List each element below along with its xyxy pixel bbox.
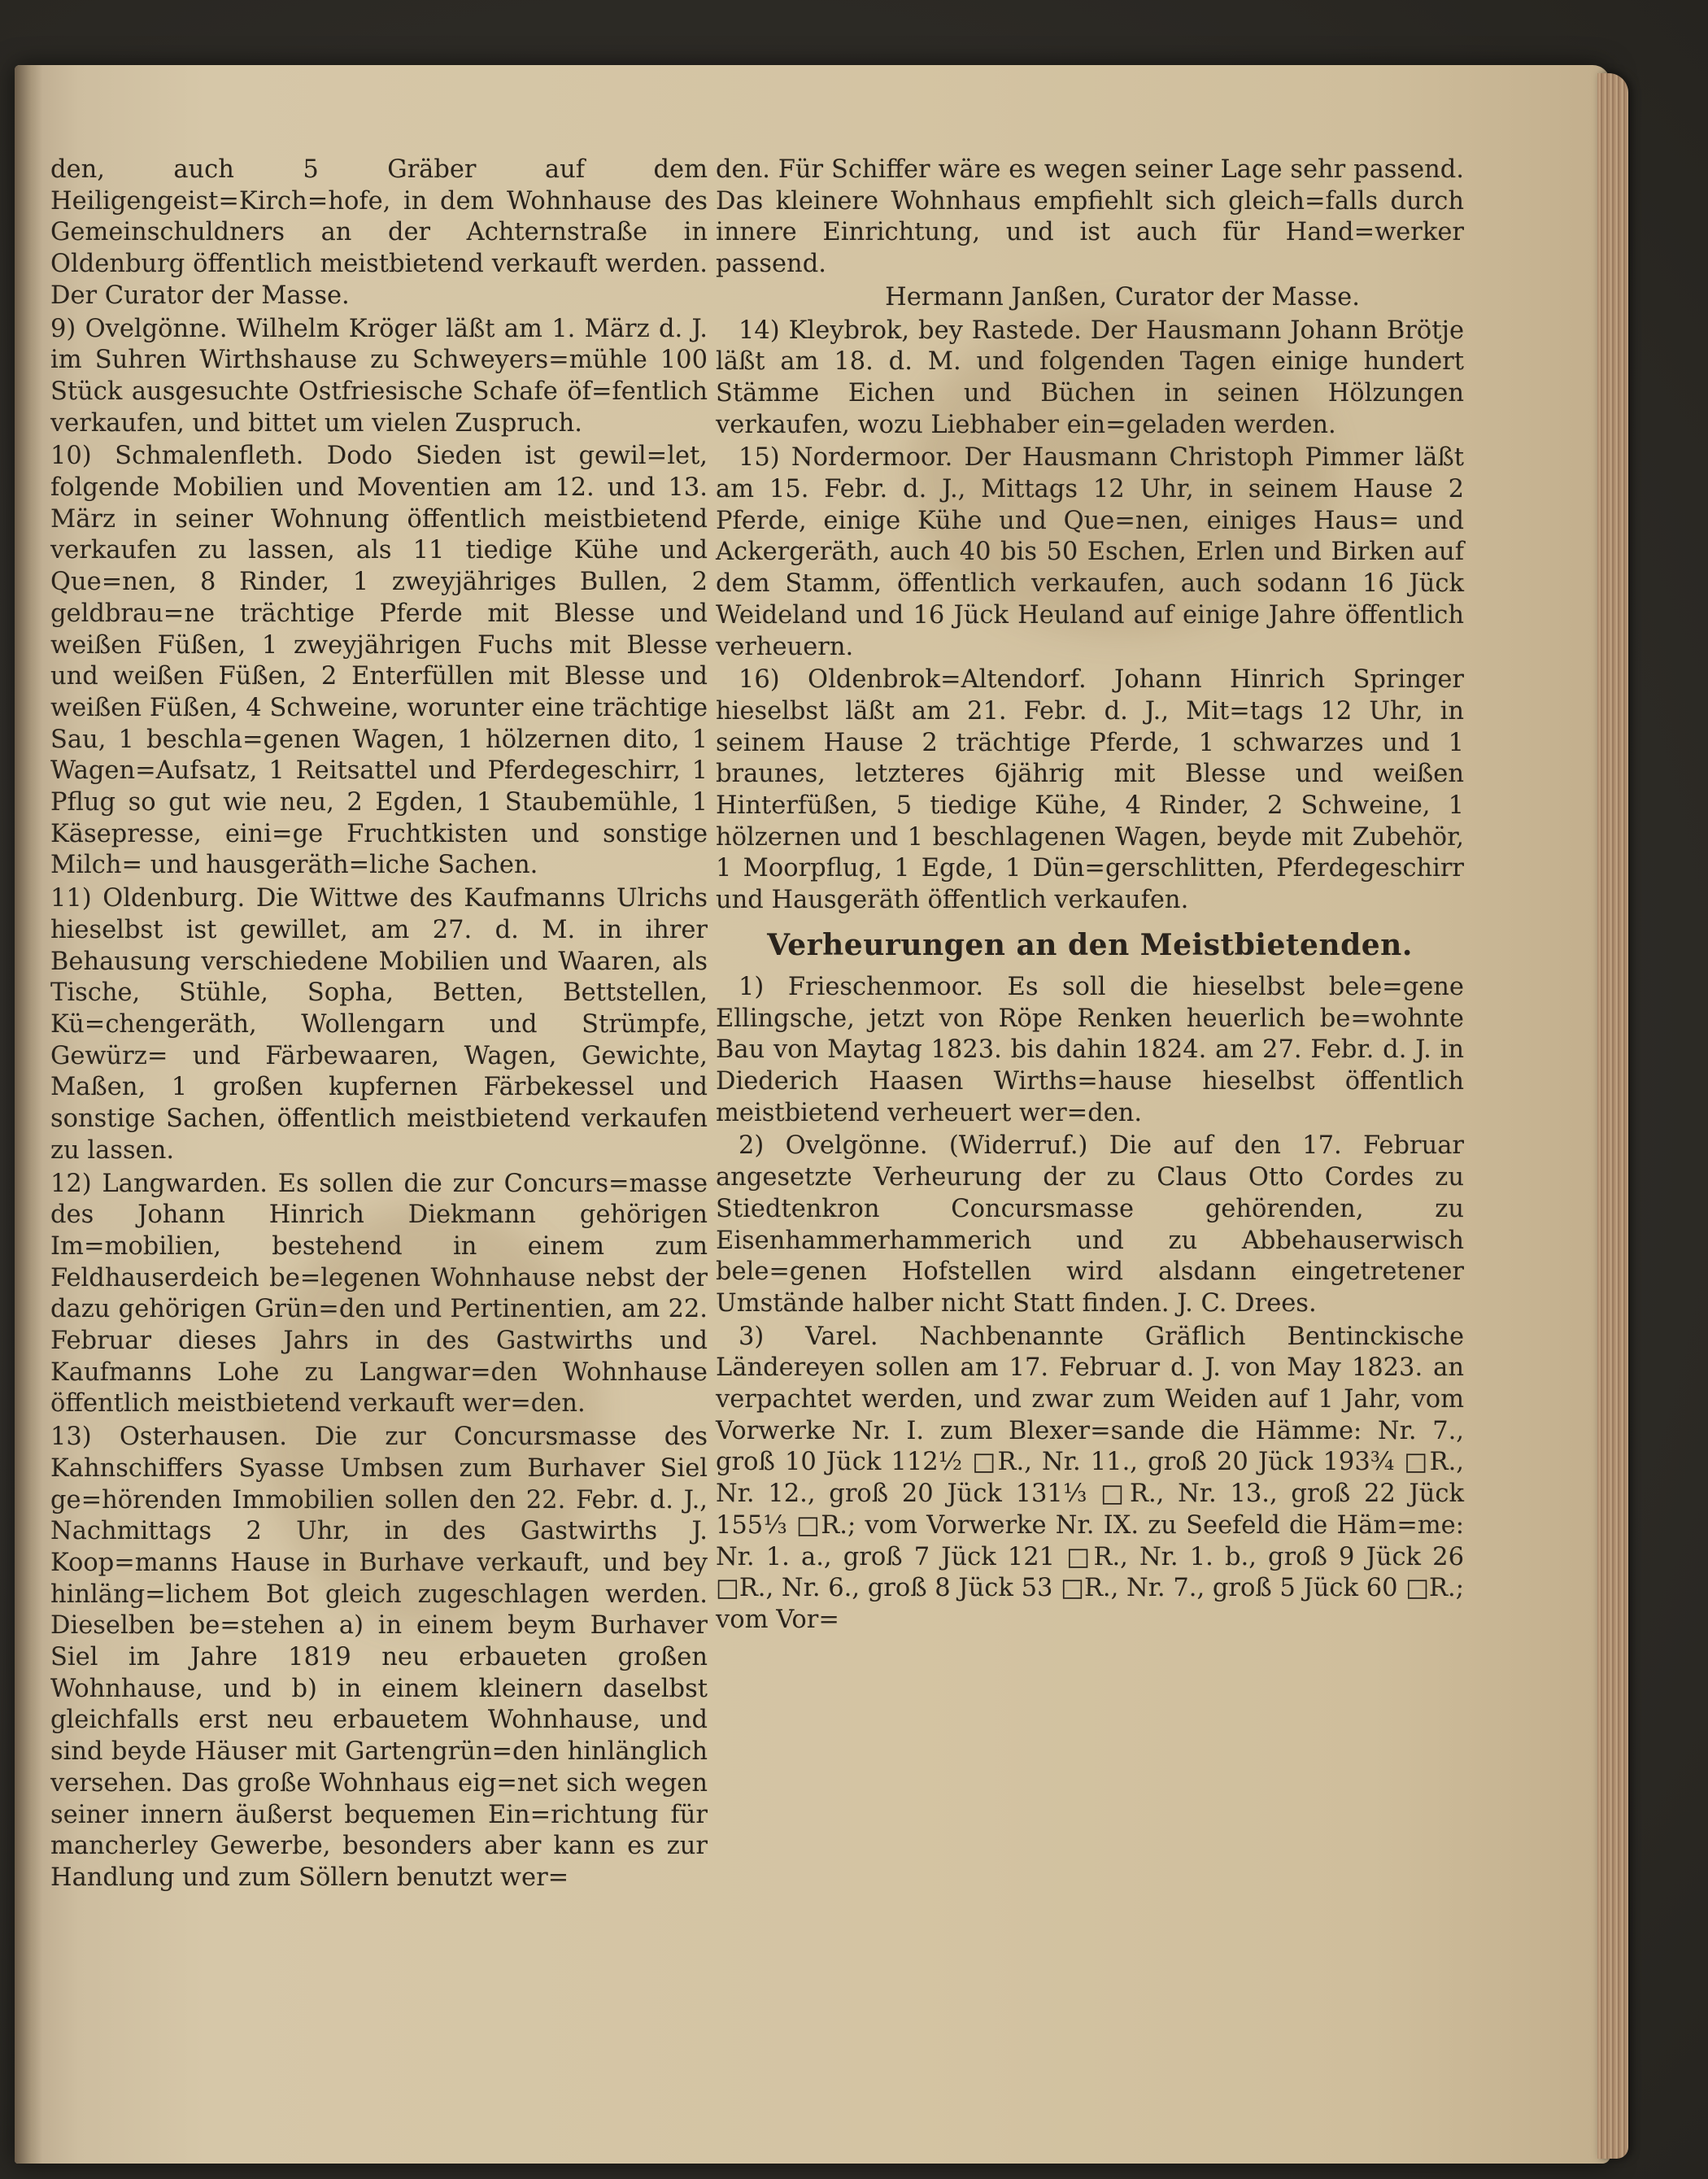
notice-paragraph: 15) Nordermoor. Der Hausmann Christoph Pimmer läßt am 15. Febr. d. J., Mittags 12 Uhr, in seinem Hause 2 Pferde, einige Kühe und Que=nen, einiges Haus= und Ackergeräth, auch 40 bis 50 Eschen, Erlen und Birken auf dem Stamm, öffentlich verkaufen, auch sodann 16 Jück Weideland und 16 Jück Heuland auf einige Jahre öffentlich verheuern. xyxy=(716,443,1464,661)
right-column-leases xyxy=(716,972,1464,1636)
notice-paragraph: 9) Ovelgönne. Wilhelm Kröger läßt am 1. März d. J. im Suhren Wirthshause zu Schweyers=mühle 100 Stück ausgesuchte Ostfriesische Schafe öf=fentlich verkaufen, und bittet um vielen Zuspruch. xyxy=(50,314,708,438)
page-gutter xyxy=(15,65,42,2164)
section-heading: Verheurungen an den Meistbietenden. xyxy=(767,927,1413,962)
notice-paragraph: 1) Frieschenmoor. Es soll die hieselbst bele=gene Ellingsche, jetzt von Röpe Renken heuerlich be=wohnte Bau von Maytag 1823. bis dahin 1824. am 27. Febr. d. J. in Diederich Haasen Wirths=hause hieselbst öffentlich meistbietend verheuert wer=den. xyxy=(716,972,1464,1127)
left-column xyxy=(50,155,708,1894)
notice-paragraph: 11) Oldenburg. Die Wittwe des Kaufmanns Ulrichs hieselbst ist gewillet, am 27. d. M. in ihrer Behausung verschiedene Mobilien und Waaren, als Tische, Stühle, Sopha, Betten, Bettstellen, Kü=chengeräth, Wollengarn und Strümpfe, Gewürz= und Färbewaaren, Wagen, Gewichte, Maßen, 1 großen kupfernen Färbekessel und sonstige Sachen, öffentlich meistbietend verkaufen zu lassen. xyxy=(50,884,708,1165)
notice-paragraph: 14) Kleybrok, bey Rastede. Der Hausmann Johann Brötje läßt am 18. d. M. und folgenden Tagen einige hundert Stämme Eichen und Büchen in seinen Hölzungen verkaufen, wozu Liebhaber ein=geladen werden. xyxy=(716,316,1464,439)
notice-paragraph: 2) Ovelgönne. (Widerruf.) Die auf den 17. Februar angesetzte Verheurung der zu Claus Otto Cordes zu Stiedtenkron Concursmasse gehörenden, zu Eisenhammerhammerich und zu Abbehauserwisch bele=genen Hofstellen wird alsdann eingetretener Umstände halber nicht Statt finden. J. C. Drees. xyxy=(716,1131,1464,1318)
notice-paragraph: den, auch 5 Gräber auf dem Heiligengeist=Kirch=hofe, in dem Wohnhause des Gemeinschuldners an der Achternstraße in Oldenburg öffentlich meistbietend verkauft werden. Der Curator der Masse. xyxy=(50,155,708,310)
right-column-notices xyxy=(716,155,1464,917)
notice-paragraph: 16) Oldenbrok=Altendorf. Johann Hinrich Springer hieselbst läßt am 21. Febr. d. J., Mit=tags 12 Uhr, in seinem Hause 2 trächtige Pferde, 1 schwarzes und 1 braunes, letzteres 6jährig mit Blesse und weißen Hinterfüßen, 5 tiedige Kühe, 4 Rinder, 2 Schweine, 1 hölzernen und 1 beschlagenen Wagen, beyde mit Zubehör, 1 Moorpflug, 1 Egde, 1 Dün=gerschlitten, Pferdegeschirr und Hausgeräth öffentlich verkaufen. xyxy=(716,665,1464,915)
book-page xyxy=(15,65,1610,2164)
notice-paragraph: 10) Schmalenfleth. Dodo Sieden ist gewil=let, folgende Mobilien und Moventien am 12. und 13. März in seiner Wohnung öffentlich meistbietend verkaufen zu lassen, als 11 tiedige Kühe und Que=nen, 8 Rinder, 1 zweyjähriges Bullen, 2 geldbrau=ne trächtige Pferde mit Blesse und weißen Füßen, 1 zweyjährigen Fuchs mit Blesse und weißen Füßen, 2 Enterfüllen mit Blesse und weißen Füßen, 4 Schweine, worunter eine trächtige Sau, 1 beschla=genen Wagen, 1 hölzernen dito, 1 Wagen=Aufsatz, 1 Reitsattel und Pferdegeschirr, 1 Pflug so gut wie neu, 2 Egden, 1 Staubemühle, 1 Käsepresse, eini=ge Fruchtkisten und sonstige Milch= und hausgeräth=liche Sachen. xyxy=(50,442,708,880)
notice-paragraph: 13) Osterhausen. Die zur Concursmasse des Kahnschiffers Syasse Umbsen zum Burhaver Siel ge=hörenden Immobilien sollen den 22. Febr. d. J., Nachmittags 2 Uhr, in des Gastwirths J. Koop=manns Hause in Burhave verkauft, und bey hinläng=lichem Bot gleich zugeschlagen werden. Dieselben be=stehen a) in einem beym Burhaver Siel im Jahre 1819 neu erbaueten großen Wohnhause, und b) in einem kleinern daselbst gleichfalls erst neu erbauetem Wohnhause, und sind beyde Häuser mit Gartengrün=den hinlänglich versehen. Das große Wohnhaus eig=net sich wegen seiner innern äußerst bequemen Ein=richtung für mancherley Gewerbe, besonders aber kann es zur Handlung und zum Söllern benutzt wer= xyxy=(50,1423,708,1892)
page-edges xyxy=(1597,73,1628,2159)
notice-paragraph: den. Für Schiffer wäre es wegen seiner Lage sehr passend. Das kleinere Wohnhaus empfiehlt sich gleich=falls durch innere Einrichtung, und ist auch für Hand=werker passend. xyxy=(716,155,1464,279)
notice-paragraph: 12) Langwarden. Es sollen die zur Concurs=masse des Johann Hinrich Diekmann gehörigen Im=mobilien, bestehend in einem zum Feldhauserdeich be=legenen Wohnhause nebst der dazu gehörigen Grün=den und Pertinentien, am 22. Februar dieses Jahrs in des Gastwirths und Kaufmanns Lohe zu Langwar=den Wohnhause öffentlich meistbietend verkauft wer=den. xyxy=(50,1169,708,1419)
notice-paragraph: Hermann Janßen, Curator der Masse. xyxy=(885,282,1360,312)
notice-paragraph: 3) Varel. Nachbenannte Gräflich Bentinckische Ländereyen sollen am 17. Februar d. J. von May 1823. an verpachtet werden, und zwar zum Weiden auf 1 Jahr, vom Vorwerke Nr. I. zum Blexer=sande die Hämme: Nr. 7., groß 10 Jück 112½ □R., Nr. 11., groß 20 Jück 193¾ □R., Nr. 12., groß 20 Jück 131⅓ □R., Nr. 13., groß 22 Jück 155⅓ □R.; vom Vorwerke Nr. IX. zu Seefeld die Häm=me: Nr. 1. a., groß 7 Jück 121 □R., Nr. 1. b., groß 9 Jück 26 □R., Nr. 6., groß 8 Jück 53 □R., Nr. 7., groß 5 Jück 60 □R.; vom Vor= xyxy=(716,1322,1464,1634)
right-column xyxy=(716,155,1464,1636)
